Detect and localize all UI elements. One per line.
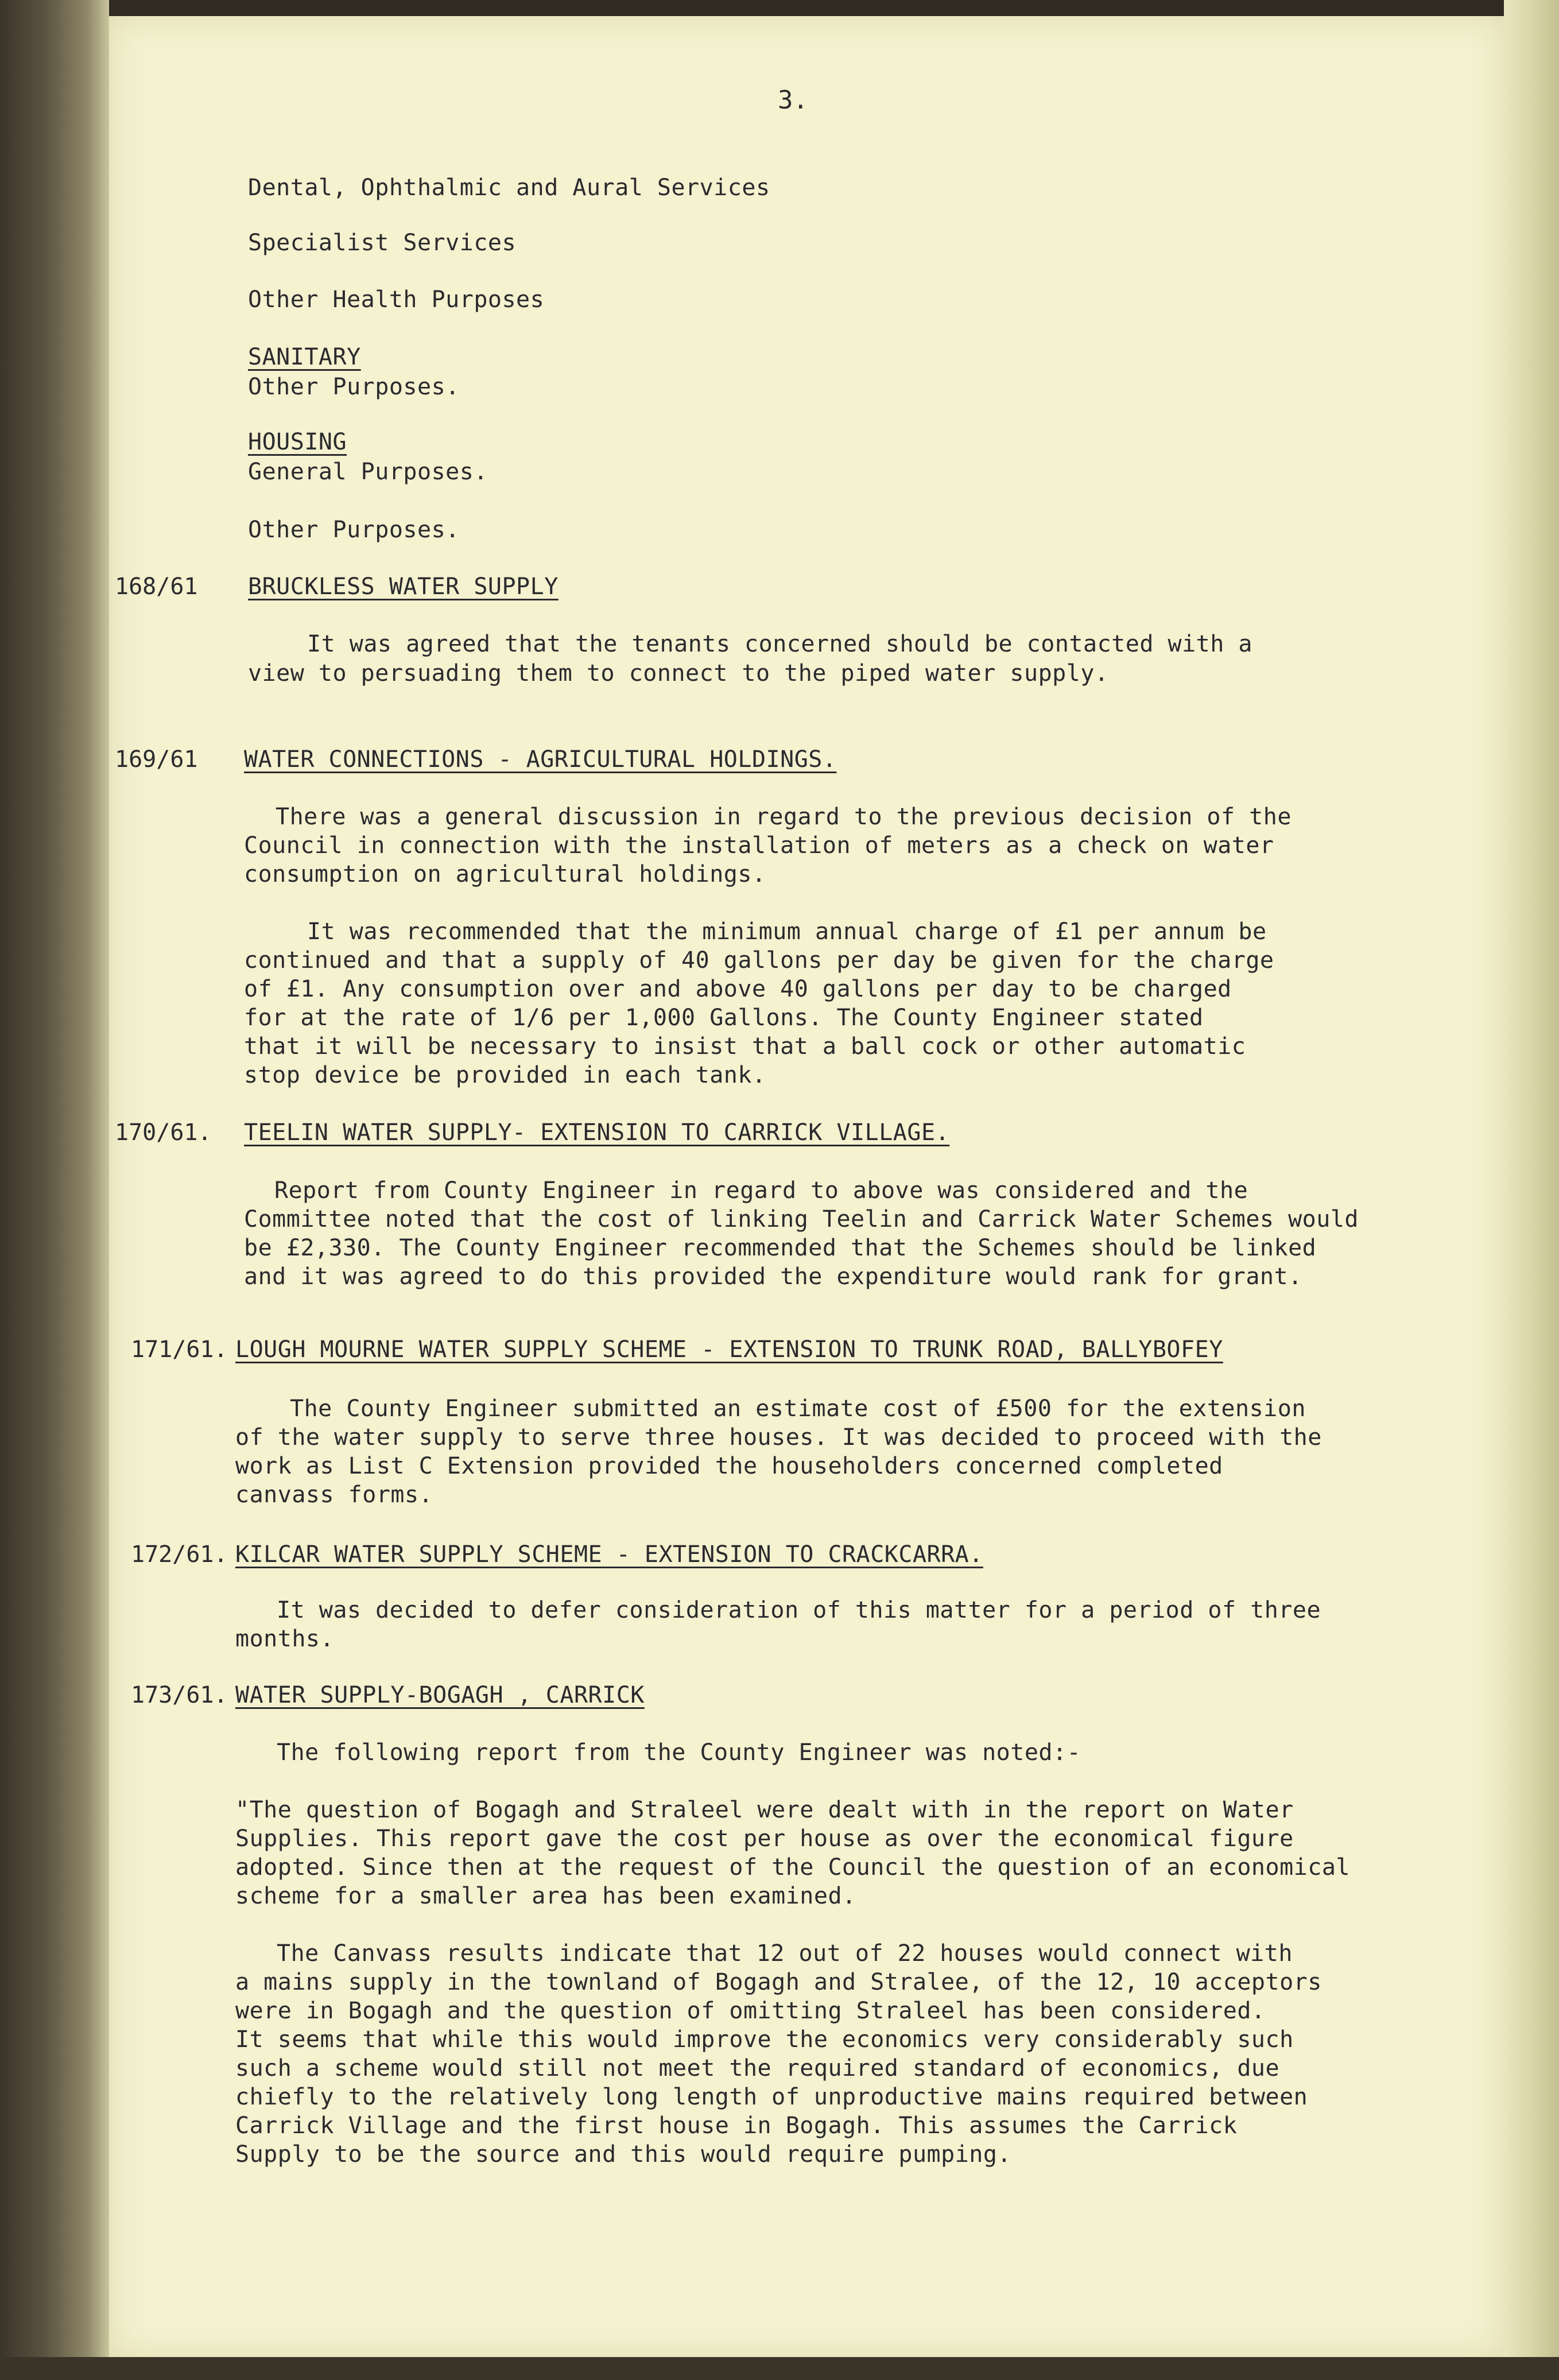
minute-heading: BRUCKLESS WATER SUPPLY [248, 573, 559, 600]
paragraph-line: It was agreed that the tenants concerned should be contacted with a [307, 631, 1252, 657]
paragraph-line: continued and that a supply of 40 gallons per day be given for the charge [244, 947, 1274, 974]
minute-number: 172/61. [131, 1541, 228, 1568]
minute-heading: LOUGH MOURNE WATER SUPPLY SCHEME - EXTENSION TO TRUNK ROAD, BALLYBOFEY [235, 1336, 1223, 1363]
paragraph-line: It seems that while this would improve the economics very considerably such [235, 2026, 1294, 2053]
paragraph-line: Supplies. This report gave the cost per house as over the economical figure [235, 1825, 1294, 1852]
paragraph-line: adopted. Since then at the request of the Council the question of an economical [235, 1854, 1350, 1881]
paragraph-line: It was recommended that the minimum annual charge of £1 per annum be [307, 918, 1267, 945]
page-edge [1504, 0, 1559, 2380]
list-item: General Purposes. [248, 459, 488, 485]
section-heading-sanitary: SANITARY [248, 344, 361, 370]
paragraph-line: that it will be necessary to insist that a ball cock or other automatic [244, 1033, 1246, 1060]
minute-number: 168/61 [115, 573, 198, 600]
paragraph-line: work as List C Extension provided the householders concerned completed [235, 1453, 1223, 1479]
paragraph-line: months. [235, 1626, 335, 1652]
paragraph-line: Committee noted that the cost of linking Teelin and Carrick Water Schemes would [244, 1206, 1359, 1232]
paragraph-line: The following report from the County Engineer was noted:- [277, 1739, 1081, 1766]
paragraph-line: Carrick Village and the first house in Bogagh. This assumes the Carrick [235, 2112, 1238, 2139]
list-item: Specialist Services [248, 230, 517, 256]
paragraph-line: consumption on agricultural holdings. [244, 861, 766, 887]
paragraph-line: The County Engineer submitted an estimate cost of £500 for the extension [290, 1396, 1306, 1422]
section-heading-housing: HOUSING [248, 429, 347, 455]
paragraph-line: of £1. Any consumption over and above 40 gallons per day to be charged [244, 976, 1232, 1002]
minute-number: 170/61. [115, 1119, 212, 1146]
paragraph-line: view to persuading them to connect to the piped water supply. [248, 660, 1109, 687]
paragraph-line: for at the rate of 1/6 per 1,000 Gallons. The County Engineer stated [244, 1005, 1204, 1031]
binding-gutter [0, 0, 109, 2380]
paragraph-line: of the water supply to serve three houses. It was decided to proceed with the [235, 1424, 1322, 1451]
list-item: Dental, Ophthalmic and Aural Services [248, 175, 770, 201]
paragraph-line: were in Bogagh and the question of omitting Straleel has been considered. [235, 1998, 1266, 2024]
paragraph-line: a mains supply in the townland of Bogagh and Stralee, of the 12, 10 acceptors [235, 1969, 1322, 1995]
paragraph-line: be £2,330. The County Engineer recommended that the Schemes should be linked [244, 1235, 1317, 1261]
paragraph-line: There was a general discussion in regard to the previous decision of the [276, 804, 1292, 830]
paragraph-line: Report from County Engineer in regard to above was considered and the [274, 1177, 1248, 1204]
paragraph-line: The Canvass results indicate that 12 out of 22 houses would connect with [277, 1940, 1293, 1967]
paragraph-line: such a scheme would still not meet the required standard of economics, due [235, 2055, 1280, 2081]
paragraph-line: "The question of Bogagh and Straleel were dealt with in the report on Water [235, 1797, 1294, 1823]
paragraph-line: scheme for a smaller area has been examined. [235, 1883, 856, 1909]
paragraph-line: and it was agreed to do this provided the expenditure would rank for grant. [244, 1263, 1302, 1290]
minute-number: 173/61. [131, 1682, 228, 1708]
minute-number: 171/61. [131, 1336, 228, 1363]
scan-bottom-edge [0, 2357, 1559, 2380]
minute-heading: TEELIN WATER SUPPLY- EXTENSION TO CARRICK VILLAGE. [244, 1119, 950, 1146]
list-item: Other Purposes. [248, 374, 460, 400]
paragraph-line: chiefly to the relatively long length of unproductive mains required between [235, 2084, 1308, 2110]
list-item: Other Health Purposes [248, 286, 545, 313]
paragraph-line: canvass forms. [235, 1482, 433, 1508]
minute-number: 169/61 [115, 746, 198, 773]
paragraph-line: Supply to be the source and this would require pumping. [235, 2141, 1012, 2168]
paragraph-line: It was decided to defer consideration of this matter for a period of three [277, 1597, 1321, 1623]
minute-heading: WATER CONNECTIONS - AGRICULTURAL HOLDINGS. [244, 746, 837, 773]
paragraph-line: Council in connection with the installation of meters as a check on water [244, 832, 1274, 859]
page-number: 3. [778, 86, 808, 115]
minute-heading: KILCAR WATER SUPPLY SCHEME - EXTENSION TO CRACKCARRA. [235, 1541, 983, 1568]
paragraph-line: stop device be provided in each tank. [244, 1062, 766, 1088]
list-item: Other Purposes. [248, 517, 460, 543]
minute-heading: WATER SUPPLY-BOGAGH , CARRICK [235, 1682, 645, 1708]
